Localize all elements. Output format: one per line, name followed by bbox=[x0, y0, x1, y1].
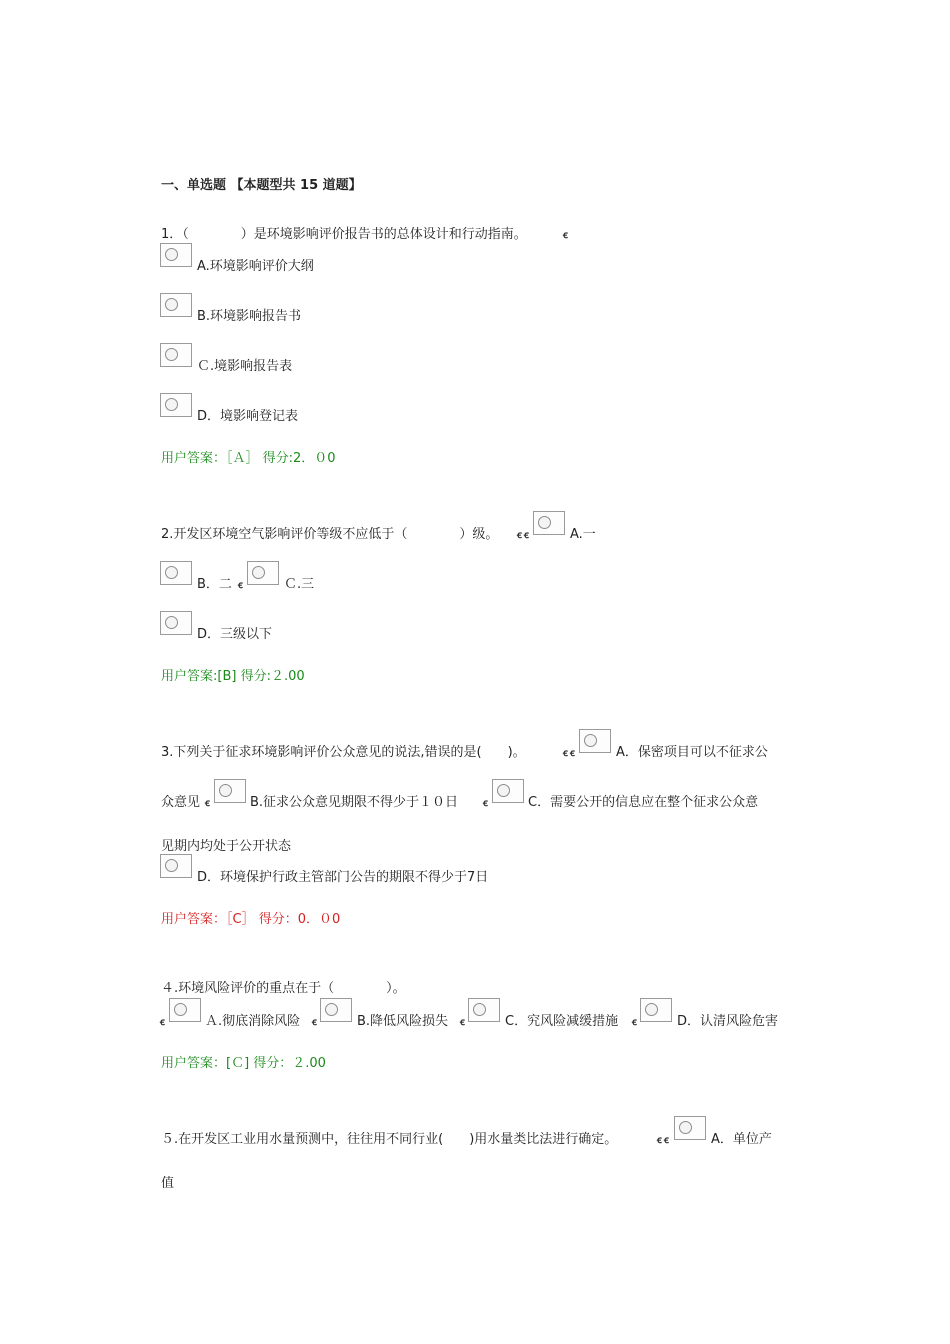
q4-option-b-label: B.降低风险损失 bbox=[357, 1014, 449, 1029]
q5-option-a-label-cont: 值 bbox=[161, 1176, 175, 1191]
paragraph-mark-icon: ꞓ bbox=[664, 1135, 669, 1146]
paragraph-mark-icon: ꞓ bbox=[570, 748, 575, 759]
q2-stem: 2.开发区环境空气影响评价等级不应低于（ ）级。 bbox=[161, 527, 499, 542]
q1-user-answer: 用户答案：［Ａ］ 得分:2．０0 bbox=[161, 451, 336, 466]
paragraph-mark-icon: ꞓ bbox=[632, 1017, 637, 1028]
q5-stem: ５.在开发区工业用水量预测中，往往用不同行业( )用水量类比法进行确定。 bbox=[161, 1132, 618, 1147]
q3-option-d-radio[interactable] bbox=[160, 854, 192, 878]
q1-stem: 1．（ ）是环境影响评价报告书的总体设计和行动指南。 bbox=[161, 227, 527, 242]
q1-option-c-radio[interactable] bbox=[160, 343, 192, 367]
q3-option-c-label-cont: 见期内均处于公开状态 bbox=[161, 839, 292, 854]
q4-option-c-label: C．究风险减缓措施 bbox=[505, 1014, 619, 1029]
q2-option-d-label: D．三级以下 bbox=[197, 627, 273, 642]
q4-option-a-radio[interactable] bbox=[169, 998, 201, 1022]
q4-option-d-radio[interactable] bbox=[640, 998, 672, 1022]
q4-option-a-label: Ａ.彻底消除风险 bbox=[205, 1014, 301, 1029]
q4-option-b-radio[interactable] bbox=[320, 998, 352, 1022]
q1-option-a-label: A.环境影响评价大纲 bbox=[197, 259, 314, 274]
paragraph-mark-icon: ꞓ bbox=[483, 798, 488, 809]
paragraph-mark-icon: ꞓ bbox=[563, 748, 568, 759]
q3-option-a-label: A．保密项目可以不征求公 bbox=[616, 745, 768, 760]
q3-stem: 3.下列关于征求环境影响评价公众意见的说法,错误的是( )。 bbox=[161, 745, 526, 760]
q3-option-d-label: D．环境保护行政主管部门公告的期限不得少于7日 bbox=[197, 870, 489, 885]
q1-option-d-label: D．境影响登记表 bbox=[197, 409, 299, 424]
q2-option-a-radio[interactable] bbox=[533, 511, 565, 535]
q3-user-answer: 用户答案：［C］ 得分：0．０0 bbox=[161, 912, 341, 927]
q1-option-c-label: Ｃ.境影响报告表 bbox=[197, 359, 293, 374]
q1-option-a-radio[interactable] bbox=[160, 243, 192, 267]
paragraph-mark-icon: ꞓ bbox=[563, 230, 568, 241]
q4-stem: ４.环境风险评价的重点在于（ ）。 bbox=[161, 981, 406, 996]
q2-option-b-radio[interactable] bbox=[160, 561, 192, 585]
q3-option-b-radio[interactable] bbox=[214, 779, 246, 803]
paragraph-mark-icon: ꞓ bbox=[517, 530, 522, 541]
q3-option-a-label-cont: 众意见 bbox=[161, 795, 201, 810]
q2-user-answer: 用户答案:[B] 得分:２.00 bbox=[161, 669, 305, 684]
q2-option-a-label: A.一 bbox=[570, 527, 596, 542]
q4-option-c-radio[interactable] bbox=[468, 998, 500, 1022]
paragraph-mark-icon: ꞓ bbox=[238, 580, 243, 591]
q2-option-b-label: B．二 bbox=[197, 577, 232, 592]
q1-option-b-label: B.环境影响报告书 bbox=[197, 309, 302, 324]
paragraph-mark-icon: ꞓ bbox=[524, 530, 529, 541]
q2-option-d-radio[interactable] bbox=[160, 611, 192, 635]
q5-option-a-radio[interactable] bbox=[674, 1116, 706, 1140]
q3-option-a-radio[interactable] bbox=[579, 729, 611, 753]
q3-option-b-label: B.征求公众意见期限不得少于１０日 bbox=[250, 795, 459, 810]
section-title: 一、单选题 【本题型共 15 道题】 bbox=[161, 178, 362, 193]
q5-option-a-label: A．单位产 bbox=[711, 1132, 772, 1147]
q3-option-c-label: C．需要公开的信息应在整个征求公众意 bbox=[528, 795, 759, 810]
paragraph-mark-icon: ꞓ bbox=[160, 1017, 165, 1028]
q4-user-answer: 用户答案：[Ｃ] 得分：２.00 bbox=[161, 1056, 326, 1071]
paragraph-mark-icon: ꞓ bbox=[460, 1017, 465, 1028]
q1-option-d-radio[interactable] bbox=[160, 393, 192, 417]
paragraph-mark-icon: ꞓ bbox=[205, 798, 210, 809]
paragraph-mark-icon: ꞓ bbox=[312, 1017, 317, 1028]
q4-option-d-label: D．认清风险危害 bbox=[677, 1014, 779, 1029]
q3-option-c-radio[interactable] bbox=[492, 779, 524, 803]
q2-option-c-radio[interactable] bbox=[247, 561, 279, 585]
paragraph-mark-icon: ꞓ bbox=[657, 1135, 662, 1146]
q2-option-c-label: Ｃ.三 bbox=[284, 577, 315, 592]
q1-option-b-radio[interactable] bbox=[160, 293, 192, 317]
